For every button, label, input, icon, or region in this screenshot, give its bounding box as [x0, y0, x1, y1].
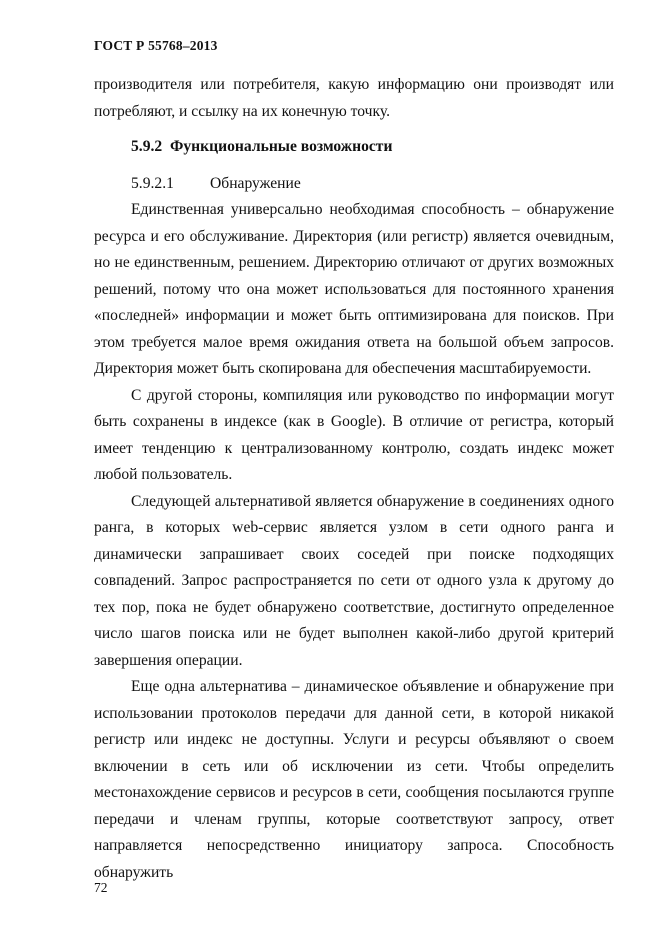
intro-paragraph: производителя или потребителя, какую информацию они производят или потребляют, и ссылку на их конечную точку.	[94, 76, 614, 120]
paragraph-dynamic-announcement: Еще одна альтернатива – динамическое объявление и обнаружение при использовании протоколов передачи для данной сети, в которой никакой регистр или индекс не доступны. Услуги и ресурсы объявляют о своем включении в сеть или об исключении из сети. Чтобы определить местонахождение сервисов и ресурсов в сети, сообщения посылаются группе передачи и членам группы, которые соответствуют запросу, ответ направляется непосредственно инициатору запроса. Способность обнаружить	[94, 678, 614, 881]
section-heading	[94, 134, 614, 161]
page-number: 72	[94, 880, 108, 895]
section-number: 5.9.2	[131, 138, 163, 155]
section-title: Функциональные возможности	[169, 138, 393, 155]
paragraph-discovery: Единственная универсально необходимая способность – обнаружение ресурса и его обслуживание. Директория (или регистр) является очевидным, но не единственным, решением. Директорию отличают от других возможных решений, потому что она может использоваться для постоянного хранения «последней» информации и может быть оптимизирована для поисков. При этом требуется малое время ожидания ответа на большой объем запросов. Директория может быть скопирована для обеспечения масштабируемости.	[94, 201, 614, 377]
subsection-title: Обнаружение	[210, 174, 301, 192]
standard-header: ГОСТ Р 55768–2013	[94, 38, 218, 53]
subsection-number: 5.9.2.1	[131, 174, 174, 192]
paragraph-peer-discovery: Следующей альтернативой является обнаружение в соединениях одного ранга, в которых web-сервис является узлом в сети одного ранга и динамически запрашивает своих соседей при поиске подходящих совпадений. Запрос распространяется по сети от одного узла к другому до тех пор, пока не будет обнаружено соответствие, достигнуто определенное число шагов поиска или не будет выполнен какой-либо другой критерий завершения операции.	[94, 492, 614, 669]
paragraph-index: С другой стороны, компиляция или руководство по информации могут быть сохранены в индексе (как в Google). В отличие от регистра, который имеет тенденцию к централизованному контролю, создать индекс может любой пользователь.	[94, 386, 614, 483]
subsection-heading	[94, 171, 614, 198]
document-body	[94, 72, 614, 886]
